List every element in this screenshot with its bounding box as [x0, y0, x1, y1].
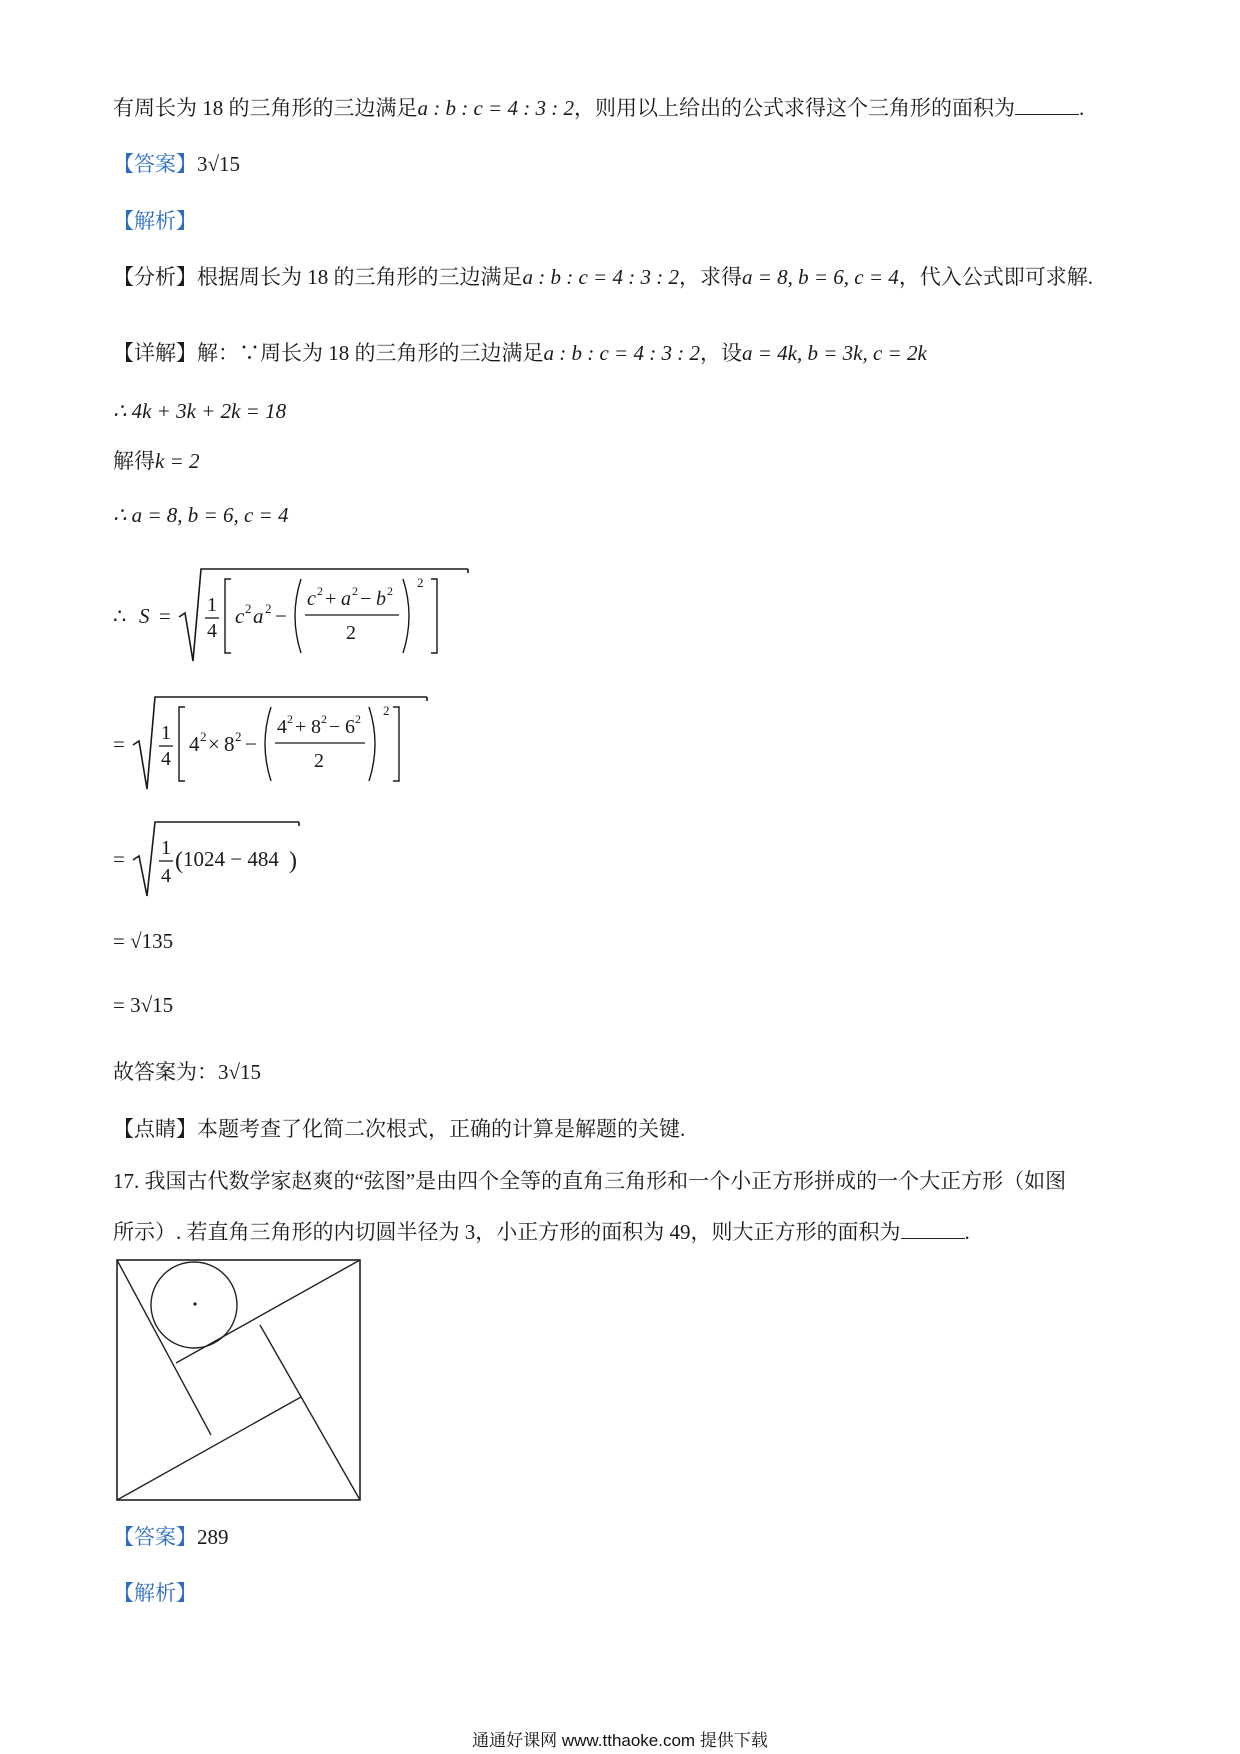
svg-text:a: a — [253, 604, 264, 628]
svg-text:1024 − 484: 1024 − 484 — [183, 847, 279, 871]
problem-text-end: ，则用以上给出的公式求得这个三角形的面积为 — [573, 96, 1015, 120]
svg-text:2: 2 — [352, 584, 358, 598]
fenxi-end: ，代入公式即可求解. — [898, 265, 1094, 289]
q17-line1 — [113, 1166, 1066, 1196]
svg-text:2: 2 — [387, 584, 393, 598]
svg-text:): ) — [289, 848, 297, 874]
svg-text:2: 2 — [417, 575, 424, 590]
analysis-tag: 【解析】 — [113, 209, 197, 233]
answer2-value: 289 — [197, 1525, 229, 1549]
analysis-tag2: 【解析】 — [113, 1581, 197, 1605]
svg-text:a: a — [341, 588, 351, 610]
side-ratio: a : b : c = 4 : 3 : 2 — [417, 96, 574, 120]
difference-formula — [113, 818, 313, 898]
problem-text-start: 有周长为 18 的三角形的三边满足 — [113, 96, 418, 120]
triangle-leg-4 — [117, 1397, 301, 1500]
fenxi-ratio: a : b : c = 4 : 3 : 2 — [522, 265, 679, 289]
xiangjie-line — [113, 338, 927, 368]
svg-text:4: 4 — [277, 716, 287, 738]
step-sides-eq: ∴ a = 8, b = 6, c = 4 — [113, 503, 289, 527]
svg-text:2: 2 — [287, 712, 293, 726]
large-square — [117, 1260, 360, 1500]
svg-text:1: 1 — [161, 722, 171, 744]
svg-text:1: 1 — [207, 594, 217, 616]
svg-text:=: = — [113, 732, 125, 756]
xiangjie-mid: ，设 — [699, 341, 742, 365]
svg-text:2: 2 — [321, 712, 327, 726]
fenxi-values: a = 8, b = 6, c = 4 — [741, 265, 899, 289]
answer-line — [113, 149, 240, 179]
svg-text:=: = — [113, 847, 125, 871]
q17-answer-blank — [901, 1220, 965, 1239]
answer2-line — [113, 1522, 229, 1552]
answer-blank — [1015, 96, 1079, 115]
heron-formula — [113, 565, 473, 665]
dianjing-text: 本题考查了化简二次根式，正确的计算是解题的关键. — [197, 1117, 686, 1141]
svg-text:4: 4 — [161, 865, 171, 887]
svg-text:c: c — [307, 588, 316, 610]
step-solve-k-value: k = 2 — [155, 449, 200, 473]
problem-text: 有周长为 18 的三角形的三边满足a : b : c = 4 : 3 : 2，则用以上给出的公式求得这个三角形的面积为 . — [113, 96, 1085, 120]
svg-text:−: − — [275, 604, 287, 628]
incircle-center — [193, 1302, 196, 1305]
fenxi-mid: ，求得 — [678, 265, 742, 289]
xiangjie-tag: 【详解】 — [113, 341, 197, 365]
dianjing-tag: 【点睛】 — [113, 1117, 197, 1141]
step-solve-pre: 解得 — [113, 449, 155, 473]
xiangjie-set: a = 4k, b = 3k, c = 2k — [741, 341, 927, 365]
substitution-formula — [113, 693, 453, 793]
q17-line2: 所示）. 若直角三角形的内切圆半径为 3，小正方形的面积为 49，则大正方形的面积为 . — [113, 1220, 970, 1244]
q17-text-2: 所示）. 若直角三角形的内切圆半径为 3，小正方形的面积为 49，则大正方形的面积为 — [113, 1220, 901, 1244]
svg-text:+: + — [325, 588, 337, 610]
svg-text:−: − — [329, 716, 341, 738]
step-sum — [113, 396, 286, 426]
fenxi-tag: 【分析】 — [113, 265, 197, 289]
svg-text:1: 1 — [161, 837, 171, 859]
simplified-value: = 3√15 — [113, 993, 174, 1017]
sqrt135-value: = √135 — [113, 929, 174, 953]
svg-text:2: 2 — [265, 601, 272, 616]
fenxi-text: 根据周长为 18 的三角形的三边满足 — [197, 265, 523, 289]
analysis-tag2-line — [113, 1578, 197, 1608]
analysis-tag-line — [113, 206, 197, 236]
answer2-tag: 【答案】 — [113, 1525, 197, 1549]
svg-text:c: c — [235, 604, 245, 628]
svg-text:4: 4 — [207, 620, 217, 642]
dianjing-line — [113, 1114, 685, 1144]
svg-text:S: S — [139, 604, 150, 628]
svg-text:4: 4 — [161, 748, 171, 770]
xiangjie-ratio: a : b : c = 4 : 3 : 2 — [543, 341, 700, 365]
fenxi-line — [113, 262, 1093, 292]
svg-text:(: ( — [175, 848, 183, 874]
xiangjie-text: 解：∵周长为 18 的三角形的三边满足 — [197, 341, 544, 365]
svg-text:2: 2 — [346, 622, 356, 644]
svg-text:2: 2 — [245, 601, 252, 616]
svg-text:∴: ∴ — [113, 604, 127, 628]
svg-text:2: 2 — [200, 729, 207, 744]
answer-tag: 【答案】 — [113, 152, 197, 176]
svg-text:2: 2 — [314, 750, 324, 772]
svg-text:=: = — [159, 604, 171, 628]
final-answer-pre: 故答案为： — [113, 1060, 218, 1084]
svg-text:2: 2 — [355, 712, 361, 726]
step-sum-eq: ∴ 4k + 3k + 2k = 18 — [113, 399, 287, 423]
svg-text:2: 2 — [235, 729, 242, 744]
zhao-shuang-diagram — [116, 1259, 362, 1505]
svg-text:4: 4 — [189, 732, 200, 756]
svg-text:−: − — [245, 732, 257, 756]
svg-text:6: 6 — [345, 716, 355, 738]
svg-text:+: + — [295, 716, 307, 738]
svg-text:2: 2 — [317, 584, 323, 598]
step-sides — [113, 500, 288, 530]
answer-value: 3√15 — [197, 152, 241, 176]
step-solve-k — [113, 446, 200, 476]
svg-text:−: − — [360, 588, 372, 610]
svg-text:8: 8 — [224, 732, 235, 756]
svg-text:2: 2 — [383, 703, 390, 718]
step-simplified — [113, 990, 173, 1020]
page-footer: 通通好课网 www.tthaoke.com 提供下载 — [472, 1731, 768, 1750]
final-answer-line — [113, 1057, 261, 1087]
q17-text-1: 17. 我国古代数学家赵爽的“弦图”是由四个全等的直角三角形和一个小正方形拼成的一个大正方形（如图 — [113, 1169, 1067, 1193]
svg-text:b: b — [376, 588, 386, 610]
triangle-leg-3 — [260, 1325, 360, 1500]
svg-text:×: × — [208, 732, 220, 756]
step-sqrt135 — [113, 926, 173, 956]
final-answer-value: 3√15 — [218, 1060, 262, 1084]
svg-text:8: 8 — [311, 716, 321, 738]
